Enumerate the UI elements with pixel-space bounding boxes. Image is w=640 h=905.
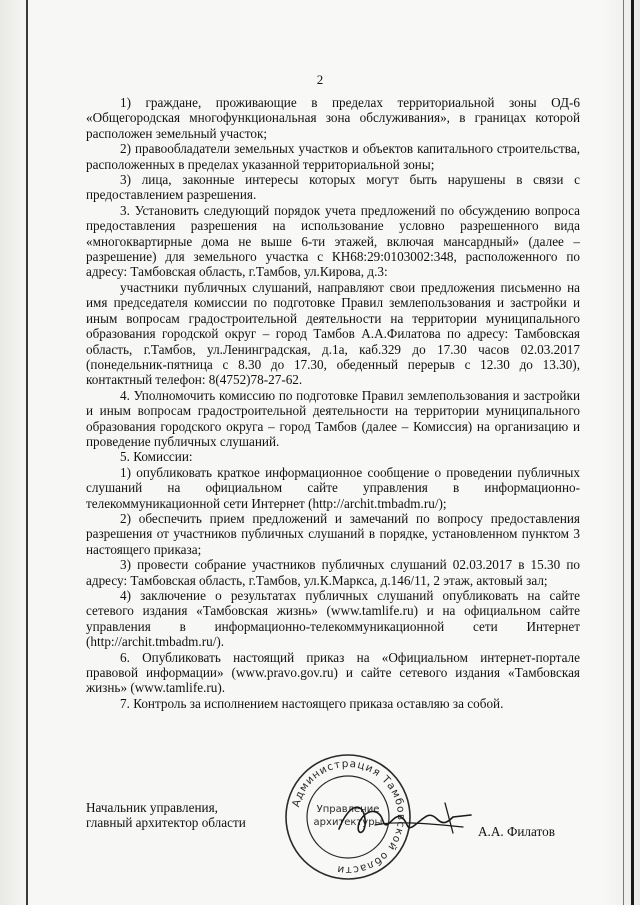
page-number: 2 [316,72,324,87]
paragraph: 2) обеспечить прием предложений и замечаний по вопросу предоставления разрешения от участников публичных слушаний в порядке, установленном пунктом 3 настоящего приказа; [86,510,580,557]
stamp-ring-text: Администрация Тамбовской области [290,757,408,877]
document-body [86,95,580,711]
paragraph: 4) заключение о результатах публичных слушаний опубликовать на сайте сетевого издания «Тамбовская жизнь» (www.tamlife.ru) и на официальном сайте управления в информационно-телекоммуникационной сети Интернет (http://archit.tmbadm.ru/). [86,588,580,650]
paragraph: 5. Комиссии: [120,449,193,465]
paragraph: 3. Установить следующий порядок учета предложений по обсуждению вопроса предоставления разрешения на использование условно разрешенного вида «многоквартирные дома не выше 6-ти этажей, включая мансардный» (далее – разрешение) для земельного участка с КН68:29:0103002:348, расположенного по адресу: Тамбовская область, г.Тамбов, ул.Кирова, д.3: [86,202,580,280]
paragraph: 1) граждане, проживающие в пределах территориальной зоны ОД-6 «Общегородская многофункциональная зона обслуживания», в границах которой расположен земельный участок; [86,95,580,141]
paragraph: 6. Опубликовать настоящий приказ на «Официальном интернет-портале правовой информации» (www.pravo.gov.ru) и сайте сетевого издания «Тамбовская жизнь» (www.tamlife.ru). [86,649,580,696]
paragraph: 3) лица, законные интересы которых могут быть нарушены в связи с предоставлением разрешения. [86,172,580,203]
paragraph: 1) опубликовать краткое информационное сообщение о проведении публичных слушаний на официальном сайте управления в информационно-телекоммуникационной сети Интернет (http://archit.tmbadm.ru/); [86,464,580,511]
handwritten-signature-icon [335,795,475,841]
scan-edge-right-inner [623,0,624,905]
paragraph: 2) правообладатели земельных участков и объектов капитального строительства, расположенных в пределах указанной территориальной зоны; [86,141,580,172]
scan-edge-left [26,0,28,905]
stamp-center-line-2: архитектуры [313,817,383,828]
paragraph: 4. Уполномочить комиссию по подготовке Правил землепользования и застройки и иным вопросам градостроительной деятельности на территории муниципального образования городского округа – город Тамбов (далее – Комиссия) на организацию и проведение публичных слушаний. [86,387,580,449]
signatory-position [86,800,246,831]
scan-edge-right [631,0,634,905]
position-line-2: главный архитектор области [86,815,246,831]
stamp-center-line-1: Управление [316,804,380,815]
position-line-1: Начальник управления, [86,800,218,815]
paragraph: участники публичных слушаний, направляют свои предложения письменно на имя председателя комиссии по подготовке Правил землепользования и застройки и иным вопросам градостроительной деятельности на территории муниципального образования городской округ – город Тамбов А.А.Филатова по адресу: Тамбовская область, г.Тамбов, ул.Ленинградская, д.1а, каб.329 до 17.30 часов 02.03.2017 (понедельник-пятница с 8.30 до 17.30, обеденный перерыв с 12.30 до 13.30), контактный телефон: 8(4752)78-27-62. [86,279,580,388]
paragraph: 7. Контроль за исполнением настоящего приказа оставляю за собой. [120,695,504,711]
signatory-name: А.А. Филатов [478,824,555,839]
paragraph: 3) провести собрание участников публичных слушаний 02.03.2017 в 15.30 по адресу: Тамбовская область, г.Тамбов, ул.К.Маркса, д.146/11, 2 этаж, актовый зал; [86,557,580,588]
